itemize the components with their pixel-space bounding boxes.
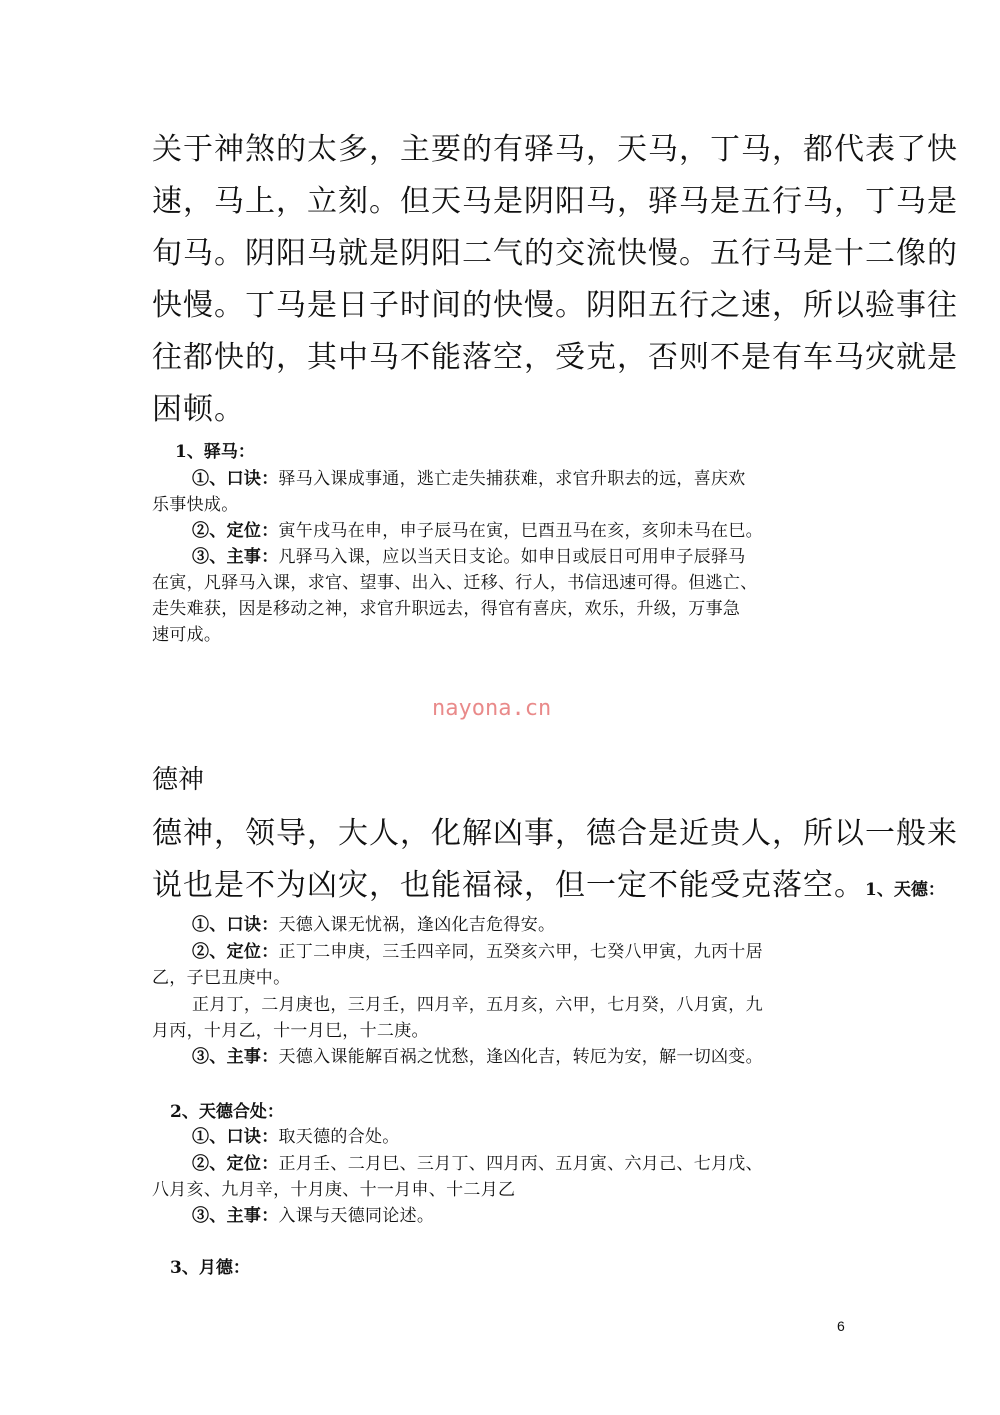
tiande-koujue: ①、口诀：天德入课无忧祸，逢凶化吉危得安。 [192,915,556,935]
tiande-months-2: 月丙，十月乙，十一月巳，十二庚。 [152,1021,429,1041]
yima-zhushi-cont-2: 走失难获，因是移动之神，求官升职远去，得官有喜庆，欢乐，升级，万事急 [152,599,741,619]
intro-line-4: 快慢。丁马是日子时间的快慢。阴阳五行之速，所以验事往 [152,288,958,323]
yima-dingwei: ②、定位：寅午戌马在申，申子辰马在寅，巳酉丑马在亥，亥卯未马在巳。 [192,521,763,541]
intro-line-3: 旬马。阴阳马就是阴阳二气的交流快慢。五行马是十二像的 [152,236,958,271]
section-title-yima: 1、驿马： [175,442,255,462]
tiande-dingwei: ②、定位：正丁二申庚，三壬四辛同，五癸亥六甲，七癸八甲寅，九丙十居 [192,942,763,962]
yima-zhushi: ③、主事：凡驿马入课，应以当天日支论。如申日或辰日可用申子辰驿马 [192,547,746,567]
heading-deshen: 德神 [152,765,205,795]
tiandehe-dingwei-cont: 八月亥、九月辛，十月庚、十一月申、十二月乙 [152,1180,516,1200]
label-zhushi: ③、主事： [192,547,279,567]
tiandehe-dingwei: ②、定位：正月壬、二月巳、三月丁、四月丙、五月寅、六月己、七月戊、 [192,1154,763,1174]
section-title-yuede: 3、月德： [170,1258,250,1278]
intro-line-6: 困顿。 [152,392,245,427]
watermark: nayona.cn [432,696,552,721]
intro-line-2: 速，马上，立刻。但天马是阴阳马，驿马是五行马，丁马是 [152,184,958,219]
tiande-months-1: 正月丁，二月庚也，三月壬，四月辛，五月亥，六甲，七月癸，八月寅，九 [192,995,763,1015]
yima-koujue-cont: 乐事快成。 [152,495,239,515]
label-dingwei: ②、定位： [192,521,279,541]
deshen-line-1: 德神，领导，大人，化解凶事，德合是近贵人，所以一般来 [152,816,958,851]
intro-line-5: 往都快的，其中马不能落空，受克，否则不是有车马灾就是 [152,340,958,375]
intro-line-1: 关于神煞的太多，主要的有驿马，天马，丁马，都代表了快 [152,132,958,167]
tiandehe-zhushi: ③、主事：入课与天德同论述。 [192,1206,435,1226]
deshen-line-2: 说也是不为凶灾，也能福禄，但一定不能受克落空。1、天德： [152,868,945,903]
label-koujue: ①、口诀： [192,469,279,489]
yima-zhushi-cont-3: 速可成。 [152,625,222,645]
tiande-zhushi: ③、主事：天德入课能解百祸之忧愁，逢凶化吉，转厄为安，解一切凶变。 [192,1047,763,1067]
yima-zhushi-cont-1: 在寅，凡驿马入课，求官、望事、出入、迁移、行人，书信迅速可得。但逃亡、 [152,573,758,593]
yima-koujue: ①、口诀：驿马入课成事通，逃亡走失捕获难，求官升职去的远，喜庆欢 [192,469,746,489]
tiande-dingwei-cont: 乙，子巳丑庚中。 [152,968,291,988]
section-title-tiandehe: 2、天德合处： [170,1102,284,1122]
tiandehe-koujue: ①、口诀：取天德的合处。 [192,1127,400,1147]
page-number: 6 [837,1318,845,1334]
section-title-tiande: 1、天德： [865,880,945,900]
